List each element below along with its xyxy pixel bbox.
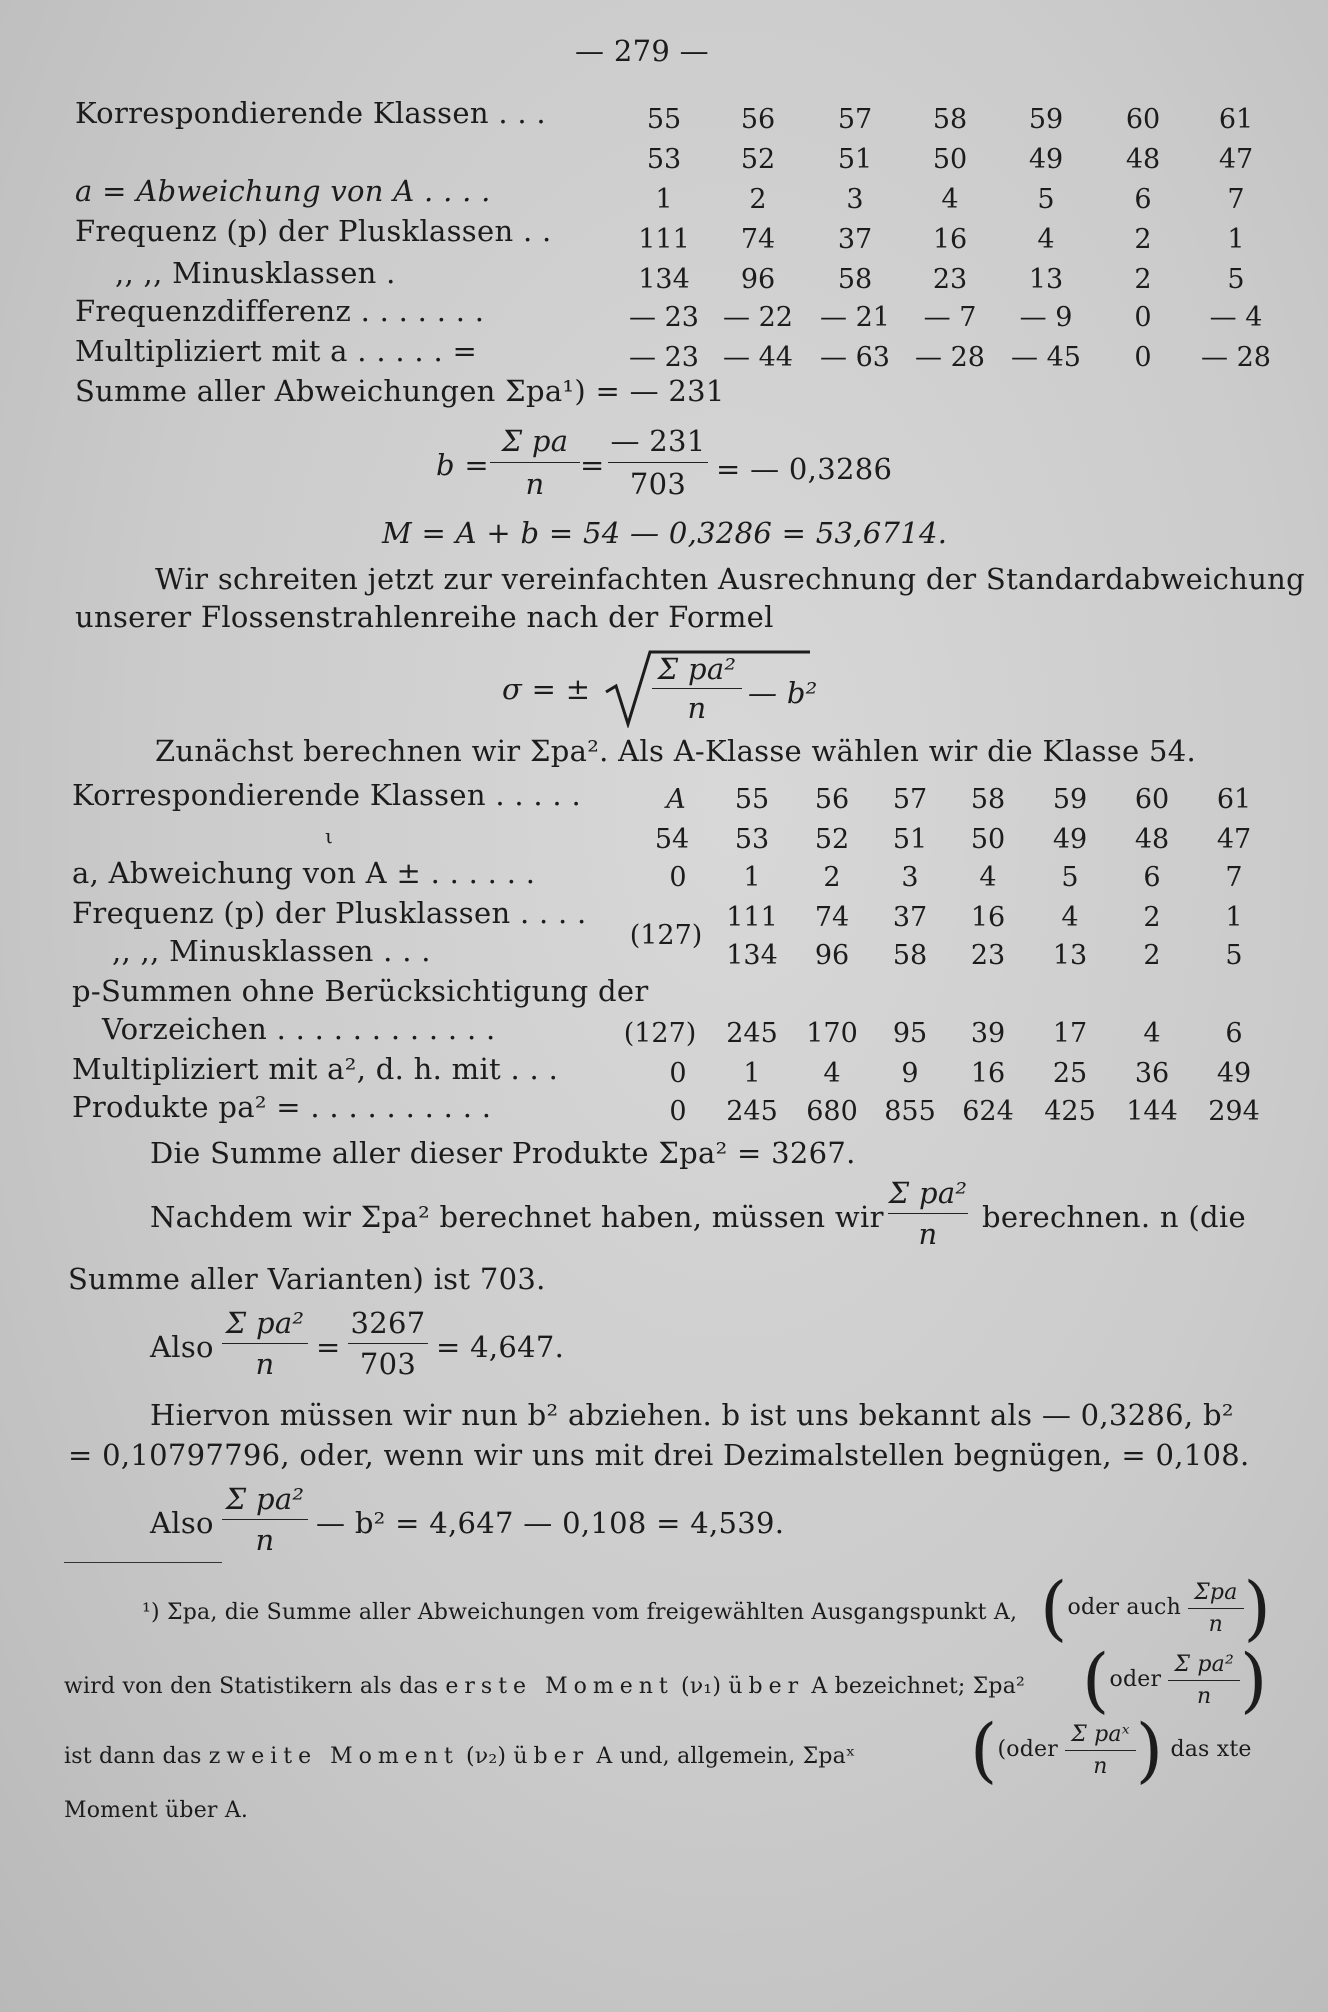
t2-prod-cell: 144 [1126,1096,1178,1127]
t1-label-corresponding: Korrespondierende Klassen . . . [75,96,546,130]
t1-plus-cell: 2 [1134,224,1152,255]
t2-minus-cell: 5 [1225,940,1243,971]
eq-b-result: = — 0,3286 [716,452,893,486]
sum-line: Die Summe aller dieser Produkte Σpa² = 3267. [150,1136,856,1170]
fn-l2a: wird von den Statistikern als das [64,1674,439,1699]
t1-minus-cell: 13 [1028,264,1064,295]
t1-a-cell: 3 [846,184,864,215]
t2-mult-cell: 9 [901,1058,919,1089]
t1-minus-cell: 58 [837,264,873,295]
t1-a-cell: 1 [655,184,673,215]
t1-upper-cell: 56 [740,104,776,135]
eq-b-frac2-num: — 231 [608,424,708,463]
t2-label-psum-2: Vorzeichen . . . . . . . . . . . . [102,1012,496,1046]
t2-lower-cell: 52 [814,824,850,855]
also-2-frac [222,1482,308,1557]
also-2-num: Σ pa² [222,1482,308,1520]
t2-mult-cell: 16 [970,1058,1006,1089]
t1-diff-cell: — 23 [629,302,699,333]
eq-b-frac2-den: 703 [629,467,687,501]
t1-plus-cell: 1 [1227,224,1245,255]
t1-minus-cell: 134 [638,264,690,295]
t2-prod-cell: 855 [884,1096,936,1127]
t1-minus-cell: 23 [932,264,968,295]
t2-a-cell: 5 [1061,862,1079,893]
fn-frac2-num: Σ pa² [1168,1652,1240,1681]
t2-plus-cell: 37 [892,902,928,933]
footnote-frac-2 [1168,1652,1240,1709]
t2-lower-cell: 48 [1134,824,1170,855]
fn-frac3-den: n [1093,1753,1108,1779]
fn-oder-3: (oder [997,1737,1058,1762]
fn-frac1-num: Σpa [1188,1580,1243,1609]
t2-a-cell: 6 [1143,862,1161,893]
t2-lower-cell: 47 [1216,824,1252,855]
t2-minus-cell: 2 [1143,940,1161,971]
page-number: — 279 — [575,34,709,68]
footnote-line-4: Moment über A. [64,1798,249,1823]
eq-b-frac2 [608,424,708,501]
t1-lower-cell: 49 [1028,144,1064,175]
t2-prod-cell: 624 [962,1096,1014,1127]
also-1-eq: = [316,1330,341,1364]
paragraph-4a: Hiervon müssen wir nun b² abziehen. b ist uns bekannt als — 0,3286, b² [150,1398,1234,1432]
also-1-den1: n [255,1347,275,1381]
t2-psum-cell: 39 [970,1018,1006,1049]
eq-sigma-num: Σ pa² [652,652,742,689]
footnote-frac-1 [1188,1580,1243,1637]
t1-label-deviation: a = Abweichung von A . . . . [75,174,491,208]
paren-close: ) [1135,1709,1164,1791]
t2-prod-cell: 425 [1044,1096,1096,1127]
t2-a-cell: 4 [979,862,997,893]
also-2-den: n [255,1523,275,1557]
also-1-word: Also [150,1330,214,1364]
t2-upper-cell: 55 [734,784,770,815]
t1-plus-cell: 37 [837,224,873,255]
t1-minus-cell: 2 [1134,264,1152,295]
t1-plus-cell: 4 [1037,224,1055,255]
footnote-line-1: ¹) Σpa, die Summe aller Abweichungen vom freigewählten Ausgangspunkt A, [142,1600,1018,1625]
fn-zweite-moment: zweite Moment [208,1744,459,1769]
t1-minus-cell: 96 [740,264,776,295]
t2-first-col-cell: (127) [629,920,703,951]
t1-label-multiplied: Multipliziert mit a . . . . . = [75,334,478,368]
t2-minus-cell: 13 [1052,940,1088,971]
paragraph-1b: unserer Flossenstrahlenreihe nach der Formel [75,600,774,634]
fn-frac3-num: Σ paˣ [1065,1722,1136,1751]
paragraph-2: Zunächst berechnen wir Σpa². Als A-Klasse wählen wir die Klasse 54. [155,734,1197,768]
t1-a-cell: 7 [1227,184,1245,215]
t2-upper-cell: 58 [970,784,1006,815]
t1-diff-cell: — 9 [1019,302,1073,333]
para3-frac-den: n [918,1217,938,1251]
paren-open: ( [1040,1567,1068,1649]
t2-plus-cell: 2 [1143,902,1161,933]
t2-first-col-cell: 0 [669,1058,687,1089]
t2-mult-cell: 49 [1216,1058,1252,1089]
eq-b-lhs: b = [436,448,489,482]
paragraph-1: Wir schreiten jetzt zur vereinfachten Ausrechnung der Standardabweichung [155,562,1306,596]
fn-nu1: (ν₁) [680,1674,722,1699]
t1-label-minus: ,, ,, Minusklassen . [115,256,396,290]
t1-upper-cell: 58 [932,104,968,135]
t2-minus-cell: 23 [970,940,1006,971]
t2-minus-cell: 134 [726,940,778,971]
also-1-frac2 [348,1306,428,1381]
t2-plus-cell: 111 [726,902,778,933]
t2-a-cell: 2 [823,862,841,893]
t2-first-col-cell: (127) [623,1018,697,1049]
t2-psum-cell: 245 [726,1018,778,1049]
para3-frac-num: Σ pa² [888,1176,968,1214]
paragraph-3a: Nachdem wir Σpa² berechnet haben, müssen wir [150,1200,884,1234]
t2-label-corresponding: Korrespondierende Klassen . . . . . [72,778,581,812]
t2-psum-cell: 4 [1143,1018,1161,1049]
para3-frac [888,1176,968,1251]
t2-psum-cell: 17 [1052,1018,1088,1049]
eq-sigma-den: n [687,691,707,725]
eq-b-frac1-num: Σ pa [490,424,580,463]
t1-diff-cell: — 7 [923,302,977,333]
t2-first-col-cell: 0 [669,862,687,893]
fn-frac1-den: n [1208,1611,1224,1637]
fn-oder-2: oder [1109,1667,1162,1692]
t1-plus-cell: 16 [932,224,968,255]
t1-plus-cell: 74 [740,224,776,255]
t1-mult-cell: — 28 [1201,342,1271,373]
fn-frac2-den: n [1196,1683,1212,1709]
t2-plus-cell: 4 [1061,902,1079,933]
t1-lower-cell: 47 [1218,144,1254,175]
t1-upper-cell: 55 [646,104,682,135]
t2-psum-cell: 170 [806,1018,858,1049]
t2-psum-cell: 6 [1225,1018,1243,1049]
fn-uber-2: über [513,1744,590,1769]
t2-upper-cell: 56 [814,784,850,815]
footnote-line-2 [64,1674,1025,1699]
t2-plus-cell: 74 [814,902,850,933]
t2-a-cell: 3 [901,862,919,893]
t1-mult-cell: — 45 [1011,342,1081,373]
t2-plus-cell: 16 [970,902,1006,933]
also-1-result: = 4,647. [436,1330,565,1364]
t2-stray-mark: ι [325,824,334,848]
t1-lower-cell: 52 [740,144,776,175]
paragraph-3c: Summe aller Varianten) ist 703. [68,1262,546,1296]
t2-minus-cell: 96 [814,940,850,971]
t2-upper-cell: 59 [1052,784,1088,815]
t1-plus-cell: 111 [638,224,690,255]
eq-sigma-lhs: σ = ± [502,672,591,706]
t1-lower-cell: 51 [837,144,873,175]
fn-l3a: ist dann das [64,1744,202,1769]
t1-upper-cell: 57 [837,104,873,135]
t2-lower-cell: 50 [970,824,1006,855]
also-2-rest: — b² = 4,647 — 0,108 = 4,539. [316,1506,785,1540]
t2-a-cell: 1 [743,862,761,893]
t2-label-deviation: a, Abweichung von A ± . . . . . . [72,856,536,890]
t2-plus-cell: 1 [1225,902,1243,933]
t2-minus-cell: 58 [892,940,928,971]
eq-b-frac1 [490,424,580,501]
t1-label-sum: Summe aller Abweichungen Σpa¹) = — 231 [75,374,725,408]
eq-b-frac1-den: n [525,467,545,501]
t1-upper-cell: 60 [1125,104,1161,135]
t2-upper-cell: 60 [1134,784,1170,815]
also-2-word: Also [150,1506,214,1540]
t2-first-col-cell: 54 [654,824,690,855]
paren-close: ) [1243,1567,1272,1649]
t2-label-products: Produkte pa² = . . . . . . . . . . [72,1090,492,1124]
t1-label-difference: Frequenzdifferenz . . . . . . . [75,294,485,328]
fn-l3c: A und, allgemein, Σpaˣ [596,1744,856,1769]
paren-open: ( [1082,1639,1110,1721]
paren-close: ) [1239,1639,1268,1721]
t2-label-multiplied: Multipliziert mit a², d. h. mit . . . [72,1052,559,1086]
t1-mult-cell: 0 [1134,342,1152,373]
t1-mult-cell: — 44 [723,342,793,373]
t2-prod-cell: 294 [1208,1096,1260,1127]
t2-upper-cell: 57 [892,784,928,815]
footnote-oder-auch: oder auch [1067,1595,1181,1620]
t2-mult-cell: 25 [1052,1058,1088,1089]
t1-a-cell: 2 [749,184,767,215]
footnote-line-3 [64,1744,856,1769]
t2-mult-cell: 1 [743,1058,761,1089]
t2-mult-cell: 4 [823,1058,841,1089]
t1-a-cell: 5 [1037,184,1055,215]
also-1-num2: 3267 [348,1306,428,1344]
t2-first-col-cell: 0 [669,1096,687,1127]
eq-m: M = A + b = 54 — 0,3286 = 53,6714. [382,516,948,550]
t1-lower-cell: 48 [1125,144,1161,175]
footnote-line-3-paren [970,1709,1252,1791]
t1-diff-cell: — 4 [1209,302,1263,333]
paragraph-3b: berechnen. n (die [982,1200,1246,1234]
t2-lower-cell: 51 [892,824,928,855]
t2-first-col-cell: A [666,784,686,815]
t2-mult-cell: 36 [1134,1058,1170,1089]
footnote-rule [64,1562,222,1563]
fn-l3d: das xte [1170,1737,1252,1762]
footnote-line-2-paren [1082,1639,1268,1721]
t1-upper-cell: 61 [1218,104,1254,135]
footnote-line-1-paren [1040,1567,1272,1649]
t2-a-cell: 7 [1225,862,1243,893]
t2-upper-cell: 61 [1216,784,1252,815]
footnote-frac-3 [1065,1722,1136,1779]
t1-a-cell: 6 [1134,184,1152,215]
also-1-frac1 [222,1306,308,1381]
t1-lower-cell: 50 [932,144,968,175]
t1-minus-cell: 5 [1227,264,1245,295]
t1-upper-cell: 59 [1028,104,1064,135]
t1-diff-cell: 0 [1134,302,1152,333]
eq-b-equals: = [580,448,605,482]
eq-sigma-frac [652,652,742,725]
also-1-den2: 703 [359,1347,417,1381]
also-1-num1: Σ pa² [222,1306,308,1344]
t2-lower-cell: 53 [734,824,770,855]
t2-psum-cell: 95 [892,1018,928,1049]
fn-erste-moment: erste Moment [445,1674,674,1699]
t2-prod-cell: 245 [726,1096,778,1127]
t2-label-minus: ,, ,, Minusklassen . . . [112,934,431,968]
t2-label-psum-1: p-Summen ohne Berücksichtigung der [72,974,649,1008]
t1-mult-cell: — 28 [915,342,985,373]
fn-nu2: (ν₂) [466,1744,507,1769]
t2-label-plus: Frequenz (p) der Plusklassen . . . . [72,896,587,930]
fn-uber-1: über [728,1674,805,1699]
t1-label-plus: Frequenz (p) der Plusklassen . . [75,214,552,248]
eq-sigma-tail: — b² [748,676,818,710]
t2-lower-cell: 49 [1052,824,1088,855]
fn-l2c: A bezeichnet; Σpa² [811,1674,1026,1699]
t1-diff-cell: — 21 [820,302,890,333]
paragraph-4b: = 0,10797796, oder, wenn wir uns mit drei Dezimalstellen begnügen, = 0,108. [68,1438,1250,1472]
t1-mult-cell: — 63 [820,342,890,373]
t1-diff-cell: — 22 [723,302,793,333]
t1-mult-cell: — 23 [629,342,699,373]
paren-open: ( [970,1709,998,1791]
t1-a-cell: 4 [941,184,959,215]
t2-prod-cell: 680 [806,1096,858,1127]
t1-lower-cell: 53 [646,144,682,175]
